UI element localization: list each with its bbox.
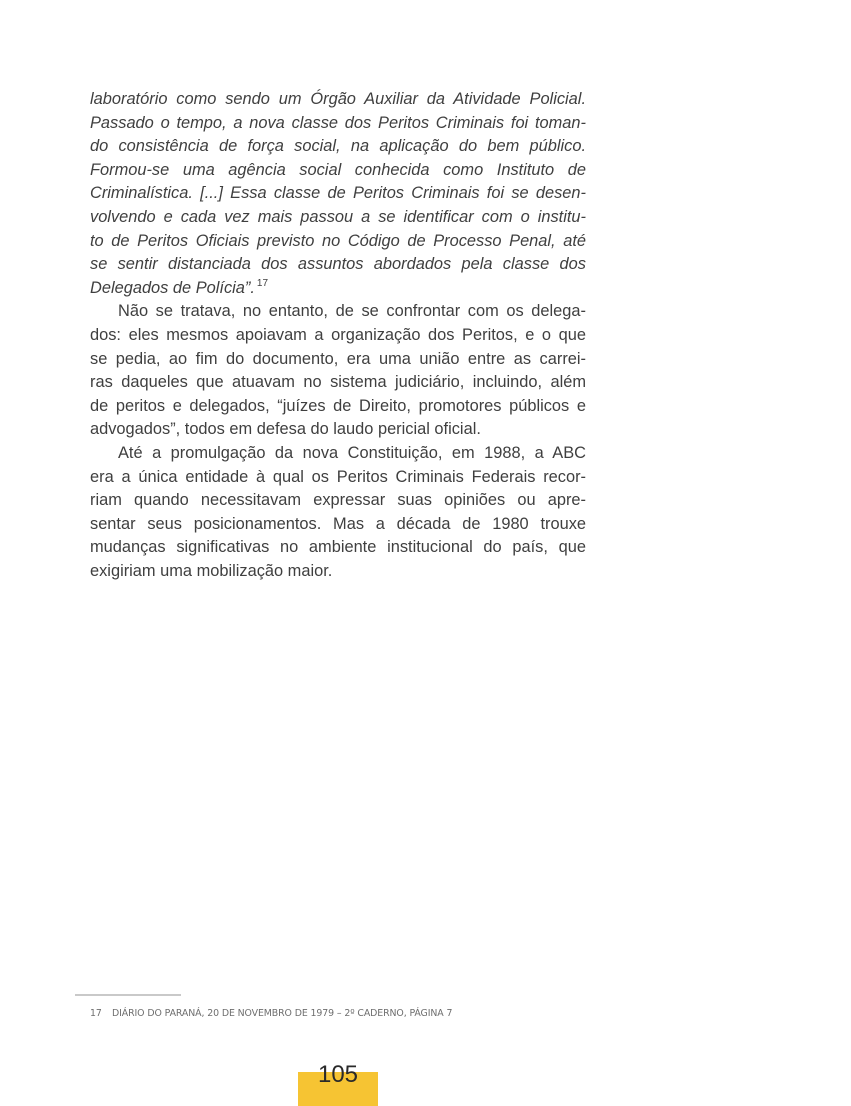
paragraph-line: se pedia, ao fim do documento, era uma união entre as carrei- <box>90 349 586 368</box>
paragraph-line: exigiriam uma mobilização maior. <box>90 561 333 580</box>
paragraph-line: era a única entidade à qual os Peritos Criminais Federais recor- <box>90 467 586 486</box>
footnote-text: DIÁRIO DO PARANÁ, 20 DE NOVEMBRO DE 1979 – 2º CADERNO, PÁGINA 7 <box>112 1008 453 1019</box>
paragraph-line: Até a promulgação da nova Constituição, em 1988, a ABC <box>118 443 586 462</box>
footnote <box>90 1008 452 1019</box>
paragraph-line: advogados”, todos em defesa do laudo pericial oficial. <box>90 420 481 439</box>
paragraph-2 <box>90 442 586 584</box>
footnote-divider <box>75 994 181 996</box>
paragraph-line: de peritos e delegados, “juízes de Direito, promotores públicos e <box>90 396 586 415</box>
footnote-number: 17 <box>90 1008 102 1019</box>
page-number: 105 <box>317 1061 359 1088</box>
paragraph-line: sentar seus posicionamentos. Mas a década de 1980 trouxe <box>90 514 586 533</box>
block-quote <box>90 88 586 300</box>
quote-line: laboratório como sendo um Órgão Auxiliar da Atividade Policial. <box>90 90 586 108</box>
quote-line: Formou-se uma agência social conhecida como Instituto de <box>90 160 586 179</box>
paragraph-line: riam quando necessitavam expressar suas opiniões ou apre- <box>90 491 586 510</box>
quote-line: se sentir distanciada dos assuntos abordados pela classe dos <box>90 255 586 274</box>
quote-line: Passado o tempo, a nova classe dos Peritos Criminais foi toman- <box>90 113 586 132</box>
paragraph-1 <box>90 300 586 442</box>
main-text-column <box>90 88 586 583</box>
quote-line: do consistência de força social, na aplicação do bem público. <box>90 137 586 156</box>
paragraph-line: dos: eles mesmos apoiavam a organização dos Peritos, e o que <box>90 325 586 344</box>
quote-line-text: Delegados de Polícia”. <box>90 278 255 297</box>
footnote-reference[interactable]: 17 <box>256 278 269 290</box>
quote-last-line <box>90 277 586 301</box>
paragraph-line: ras daqueles que atuavam no sistema judiciário, incluindo, além <box>90 373 586 392</box>
paragraph-line: Não se tratava, no entanto, de se confrontar com os delega- <box>118 302 586 321</box>
quote-line: Criminalística. [...] Essa classe de Peritos Criminais foi se desen- <box>90 184 586 203</box>
quote-line: volvendo e cada vez mais passou a se identificar com o institu- <box>90 207 586 226</box>
quote-line: to de Peritos Oficiais previsto no Código de Processo Penal, até <box>90 231 586 250</box>
paragraph-line: mudanças significativas no ambiente institucional do país, que <box>90 538 586 557</box>
